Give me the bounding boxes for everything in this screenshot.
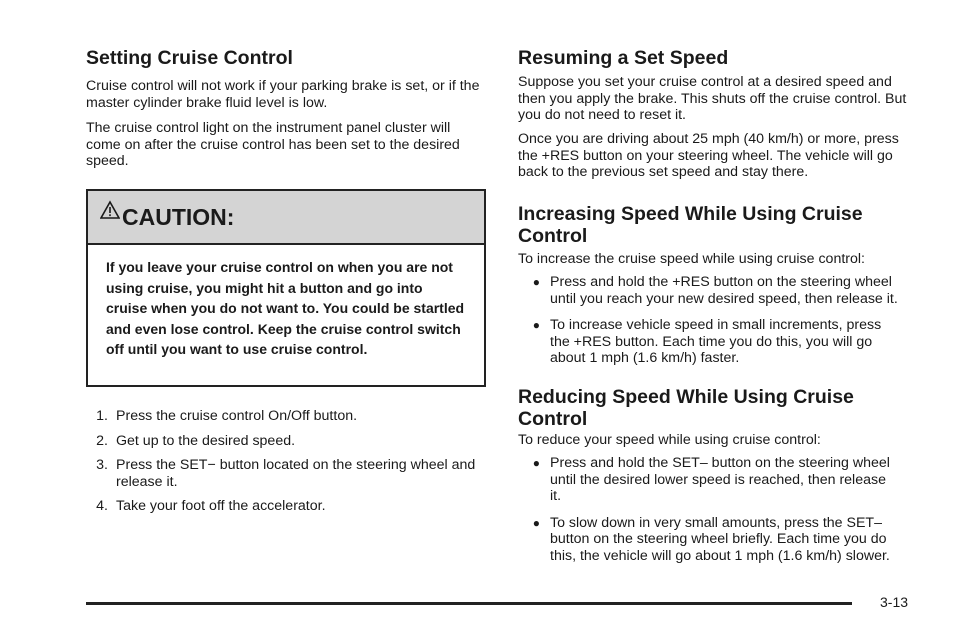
list-item: ● To increase vehicle speed in small increments, press the +RES button. Each time you do this, you will go about 1 mph (1.6 km/h) faster. xyxy=(518,317,918,367)
list-item: 3. Press the SET− button located on the steering wheel and release it. xyxy=(96,457,476,490)
section-heading-resuming: Resuming a Set Speed xyxy=(518,47,729,69)
section-heading-setting-cruise: Setting Cruise Control xyxy=(86,47,293,69)
bullet-icon: ● xyxy=(532,318,540,332)
paragraph-reduce: To reduce your speed while using cruise control: xyxy=(518,432,821,448)
list-item: 4. Take your foot off the accelerator. xyxy=(96,498,326,514)
steps-list xyxy=(86,408,490,523)
paragraph-increase: To increase the cruise speed while using cruise control: xyxy=(518,251,865,267)
section-heading-increasing: Increasing Speed While Using Cruise Control xyxy=(518,203,863,247)
section-heading-reducing: Reducing Speed While Using Cruise Control xyxy=(518,386,854,430)
list-item: ● To slow down in very small amounts, press the SET– button on the steering wheel briefly. Each time you do this, the vehicle will go about 1 mph (1.6 km/h) slower. xyxy=(518,515,918,565)
increase-bullets xyxy=(518,274,918,367)
paragraph-resume-1: Suppose you set your cruise control at a desired speed and then you apply the brake. This shuts off the cruise control. But you do not need to reset it. xyxy=(518,74,907,123)
caution-box xyxy=(86,189,486,387)
list-item: ● Press and hold the +RES button on the steering wheel until you reach your new desired speed, then release it. xyxy=(518,274,918,307)
paragraph-resume-2: Once you are driving about 25 mph (40 km/h) or more, press the +RES button on your steering wheel. The vehicle will go back to the previous set speed and stay there. xyxy=(518,131,899,180)
list-item: ● Press and hold the SET– button on the steering wheel until the desired lower speed is reached, then release it. xyxy=(518,455,918,505)
paragraph-cruise-light: The cruise control light on the instrument panel cluster will come on after the cruise control has been set to the desired speed. xyxy=(86,120,460,169)
reduce-bullets xyxy=(518,455,918,564)
bullet-icon: ● xyxy=(532,456,540,470)
caution-text: If you leave your cruise control on when you are not using cruise, you might hit a button and go into cruise when you do not want to. You could be startled and even lose control. Keep the cruise control switch off until you want to use cruise control. xyxy=(106,259,465,357)
paragraph-cruise-not-work: Cruise control will not work if your parking brake is set, or if the master cylinder brake fluid level is low. xyxy=(86,78,480,111)
list-item: 1. Press the cruise control On/Off button. xyxy=(96,408,358,424)
caution-header xyxy=(88,191,484,245)
warning-triangle-icon xyxy=(100,200,120,220)
page-number: 3-13 xyxy=(880,594,909,610)
footer-rule xyxy=(86,602,852,605)
bullet-icon: ● xyxy=(532,275,540,289)
bullet-icon: ● xyxy=(532,515,540,530)
caution-title: CAUTION: xyxy=(122,203,235,230)
list-item: 2. Get up to the desired speed. xyxy=(96,432,296,449)
